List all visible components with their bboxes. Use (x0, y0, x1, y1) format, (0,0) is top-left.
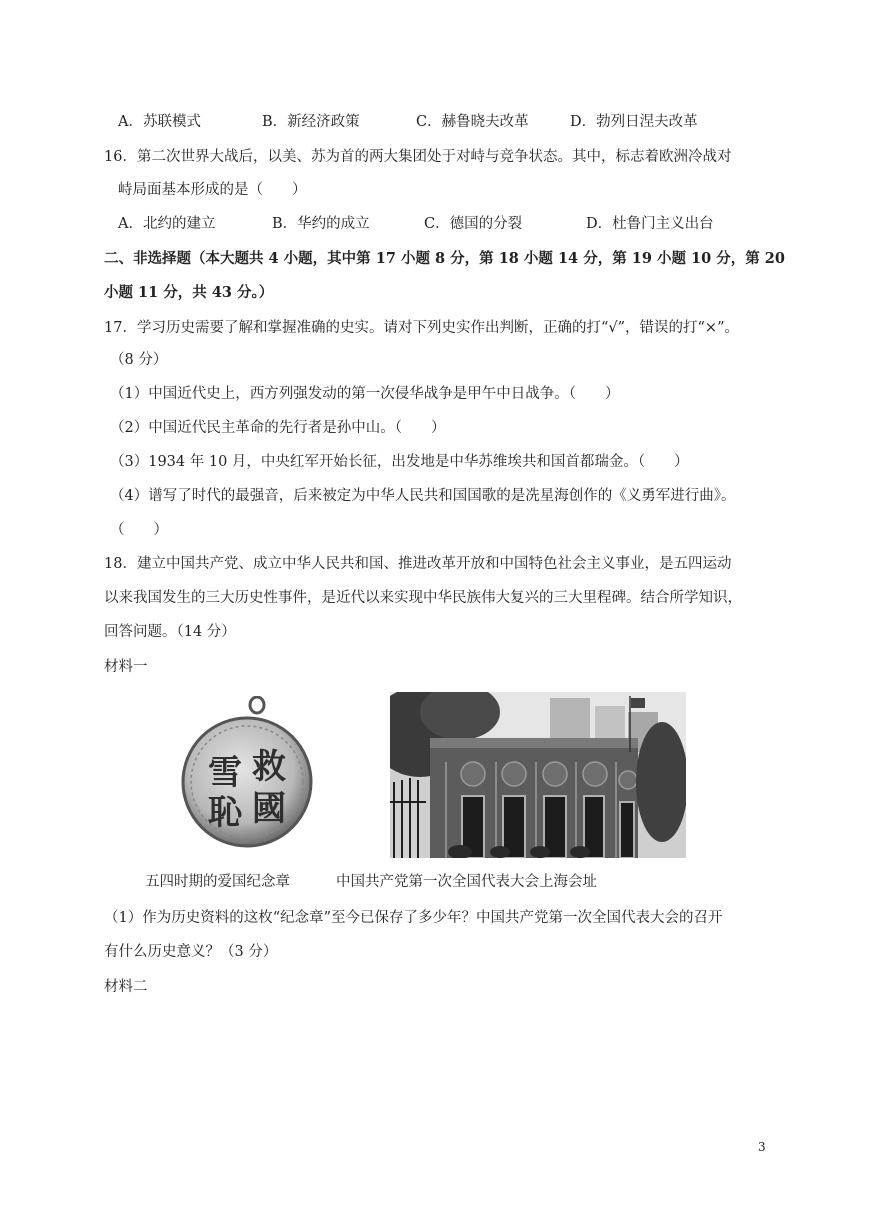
q17-item-4-line1: （4）谱写了时代的最强音，后来被定为中华人民共和国国歌的是冼星海创作的《义勇军进行曲》。 (110, 488, 736, 504)
q16-option-b: B．华约的成立 (272, 216, 370, 232)
material-2-label: 材料二 (104, 979, 148, 995)
q16-stem-line2: 峙局面基本形成的是（ ） (118, 182, 307, 198)
q17-item-1: （1）中国近代史上，西方列强发动的第一次侵华战争是甲午中日战争。（ ） (110, 386, 620, 402)
q17-item-4-line2: （ ） (110, 522, 168, 538)
q18-stem-line1: 18．建立中国共产党、成立中华人民共和国、推进改革开放和中国特色社会主义事业，是五四运动 (104, 556, 732, 572)
section2-heading-line2: 小题 11 分，共 43 分。） (104, 284, 274, 301)
q15-option-c: C．赫鲁晓夫改革 (416, 114, 529, 130)
q15-option-b: B．新经济政策 (262, 114, 360, 130)
q17-stem-line2: （8 分） (110, 352, 168, 368)
medal-char-chi: 恥 (208, 793, 242, 833)
building-photo-icon (390, 692, 686, 858)
q17-stem-line1: 17．学习历史需要了解和掌握准确的史实。请对下列史实作出判断，正确的打“√”，错误的打“×”。 (104, 320, 739, 336)
material-1-label: 材料一 (104, 659, 148, 675)
q17-item-2: （2）中国近代民主革命的先行者是孙中山。（ ） (110, 420, 446, 436)
medal-char-xue: 雪 (208, 753, 242, 793)
q16-option-a: A．北约的建立 (118, 216, 216, 232)
patriotic-medal-image (180, 696, 314, 852)
cpc-first-congress-site-photo (390, 692, 686, 858)
q18-sub1-line2: 有什么历史意义？（3 分） (104, 944, 278, 960)
q18-sub1-line1: （1）作为历史资料的这枚“纪念章”至今已保存了多少年？中国共产党第一次全国代表大会的召开 (104, 910, 723, 926)
medal-char-guo: 國 (252, 789, 286, 829)
q16-stem-line1: 16．第二次世界大战后，以美、苏为首的两大集团处于对峙与竞争状态。其中，标志着欧洲冷战对 (104, 149, 732, 165)
section2-heading-line1: 二、非选择题（本大题共 4 小题，其中第 17 小题 8 分，第 18 小题 14 分，第 19 小题 10 分，第 20 (104, 250, 785, 267)
site-caption: 中国共产党第一次全国代表大会上海会址 (336, 874, 597, 890)
q15-option-a: A．苏联模式 (118, 114, 201, 130)
q18-stem-line3: 回答问题。（14 分） (104, 624, 236, 640)
q17-item-3: （3）1934 年 10 月，中央红军开始长征，出发地是中华苏维埃共和国首都瑞金。（ ） (110, 454, 689, 470)
medal-char-jiu: 救 (252, 747, 286, 787)
q16-option-c: C．德国的分裂 (424, 216, 523, 232)
medal-caption: 五四时期的爱国纪念章 (145, 874, 290, 890)
page-number: 3 (758, 1140, 766, 1154)
q16-option-d: D．杜鲁门主义出台 (586, 216, 714, 232)
medal-icon (180, 696, 314, 852)
q18-stem-line2: 以来我国发生的三大历史性事件，是近代以来实现中华民族伟大复兴的三大里程碑。结合所学知识， (104, 590, 742, 606)
q15-option-d: D．勃列日涅夫改革 (570, 114, 698, 130)
